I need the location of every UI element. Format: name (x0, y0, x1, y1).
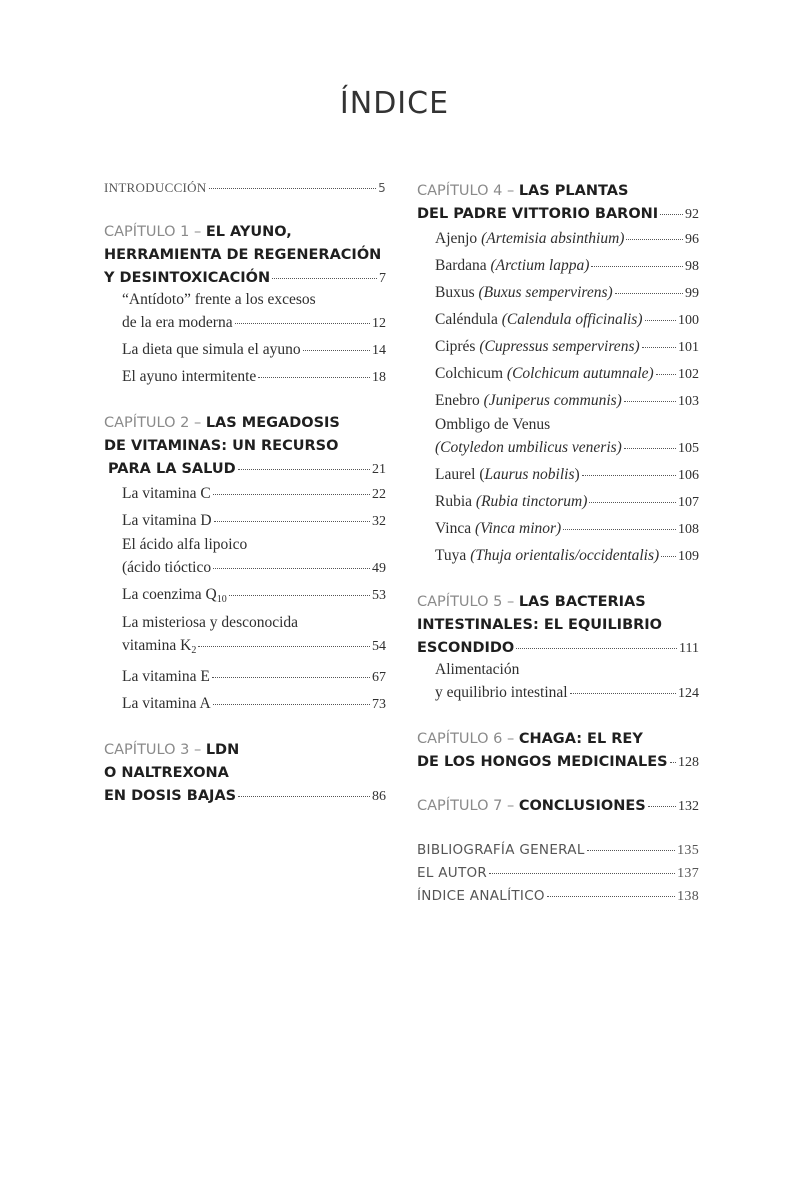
page-number: 18 (372, 370, 386, 385)
toc-entry[interactable] (104, 290, 386, 337)
toc-entry-label: El ácido alfa lipoico (122, 536, 248, 553)
dot-leader (489, 873, 675, 874)
toc-entry[interactable] (417, 334, 699, 361)
toc-entry-label: La coenzima Q (122, 586, 217, 603)
plant-name: Rubia (435, 493, 473, 510)
dot-leader (258, 377, 370, 378)
subscript: 10 (216, 594, 227, 605)
dot-leader (645, 320, 677, 321)
page-number: 7 (379, 271, 386, 286)
chapter-title: EL AYUNO, (205, 224, 292, 240)
chapter-title-line: PARA LA SALUD (108, 461, 236, 477)
chapter-title-line: DEL PADRE VITTORIO BARONI (417, 206, 659, 222)
dot-leader (238, 469, 370, 470)
paren: ) (574, 466, 580, 483)
toc-entry-label: La vitamina D (122, 512, 212, 529)
latin-name: (Thuja orientalis/occidentalis) (470, 547, 660, 564)
toc-entry-label: y equilibrio intestinal (435, 684, 568, 701)
page-number: 102 (678, 367, 699, 382)
page-number: 103 (678, 394, 699, 409)
plant-name: Caléndula (435, 311, 498, 328)
toc-entry-label: (ácido tióctico (122, 559, 212, 576)
toc-entry-label: INTRODUCCIÓN (104, 180, 207, 195)
chapter-label: CAPÍTULO 5 – (417, 594, 515, 610)
dot-leader (213, 704, 370, 705)
dot-leader (272, 278, 377, 279)
dot-leader (587, 850, 675, 851)
toc-entry[interactable] (417, 361, 699, 388)
page-number: 135 (677, 843, 699, 858)
toc-entry-analytic-index[interactable] (417, 885, 699, 908)
dot-leader (670, 762, 676, 763)
dot-leader (516, 648, 677, 649)
toc-entry-label: Alimentación (435, 661, 520, 678)
toc-left-column (104, 180, 386, 808)
plant-name: Ombligo de Venus (435, 416, 551, 433)
toc-entry-label: La vitamina C (122, 485, 211, 502)
page-number: 99 (685, 286, 699, 301)
chapter-4-heading[interactable] (417, 180, 699, 226)
dot-leader (570, 693, 676, 694)
toc-entry[interactable] (104, 664, 386, 691)
page-number: 92 (685, 207, 699, 222)
dot-leader (209, 188, 377, 189)
toc-entry-label: La vitamina A (122, 695, 211, 712)
toc-entry[interactable] (104, 535, 386, 582)
plant-name: Buxus (435, 284, 475, 301)
page-number: 22 (372, 487, 386, 502)
dot-leader (591, 266, 683, 267)
toc-entry-label: La dieta que simula el ayuno (122, 341, 301, 358)
dot-leader (563, 529, 676, 530)
page-number: 12 (372, 316, 386, 331)
chapter-title: LDN (205, 742, 240, 758)
latin-name: (Buxus sempervirens) (478, 284, 613, 301)
page-number: 124 (678, 686, 699, 701)
page-number: 73 (372, 697, 386, 712)
plant-name: Ajenjo (435, 230, 478, 247)
chapter-label: CAPÍTULO 6 – (417, 731, 515, 747)
toc-entry-bibliography[interactable] (417, 839, 699, 862)
dot-leader (198, 646, 370, 647)
page-number: 54 (372, 639, 386, 654)
page-number: 101 (678, 340, 699, 355)
chapter-label: CAPÍTULO 7 – (417, 798, 515, 814)
chapter-title: CONCLUSIONES (518, 798, 646, 814)
page-title: ÍNDICE (339, 86, 450, 121)
toc-entry[interactable] (417, 462, 699, 489)
page-number: 132 (678, 799, 699, 814)
chapter-6-heading[interactable] (417, 728, 699, 774)
page-number: 5 (378, 181, 386, 195)
chapter-7-heading[interactable] (417, 795, 699, 818)
chapter-5-heading[interactable] (417, 591, 699, 660)
chapter-title-line: HERRAMIENTA DE REGENERACIÓN (104, 247, 382, 263)
page-number: 105 (678, 441, 699, 456)
dot-leader (615, 293, 683, 294)
toc-entry[interactable] (417, 226, 699, 253)
toc-entry-label: El ayuno intermitente (122, 368, 257, 385)
toc-entry[interactable] (417, 307, 699, 334)
toc-entry[interactable] (417, 660, 699, 707)
toc-entry[interactable] (104, 508, 386, 535)
toc-entry[interactable] (417, 253, 699, 280)
toc-entry-label: vitamina K (122, 637, 192, 654)
page-number: 100 (678, 313, 699, 328)
toc-entry[interactable] (104, 582, 386, 613)
page-number: 138 (677, 889, 699, 904)
chapter-label: CAPÍTULO 3 – (104, 742, 202, 758)
toc-entry-label: EL AUTOR (417, 865, 488, 881)
chapter-title: LAS BACTERIAS (518, 594, 646, 610)
dot-leader (213, 494, 370, 495)
page-number: 86 (372, 789, 386, 804)
page-number: 32 (372, 514, 386, 529)
toc-entry-introduction[interactable] (104, 180, 386, 196)
dot-leader (214, 521, 370, 522)
page-number: 109 (678, 549, 699, 564)
chapter-title-line: DE VITAMINAS: UN RECURSO (104, 438, 339, 454)
toc-entry[interactable] (104, 337, 386, 364)
page-number: 14 (372, 343, 386, 358)
dot-leader (303, 350, 370, 351)
page-number: 107 (678, 495, 699, 510)
latin-name: Laurus nobilis (484, 466, 575, 483)
page-number: 53 (372, 588, 386, 603)
plant-name: Vinca (435, 520, 472, 537)
latin-name: (Juniperus communis) (483, 392, 622, 409)
page-number: 128 (678, 755, 699, 770)
dot-leader (229, 595, 370, 596)
latin-name: (Vinca minor) (474, 520, 562, 537)
toc-entry[interactable] (104, 481, 386, 508)
plant-name: Ciprés (435, 338, 476, 355)
latin-name: (Rubia tinctorum) (475, 493, 588, 510)
page-number: 67 (372, 670, 386, 685)
chapter-title-line: EN DOSIS BAJAS (104, 788, 237, 804)
dot-leader (624, 448, 676, 449)
chapter-title-line: ESCONDIDO (417, 640, 515, 656)
page-number: 106 (678, 468, 699, 483)
latin-name: (Colchicum autumnale) (506, 365, 654, 382)
plant-name: Bardana (435, 257, 487, 274)
chapter-2-heading[interactable] (104, 412, 386, 481)
dot-leader (589, 502, 676, 503)
toc-entry-label: de la era moderna (122, 314, 233, 331)
toc-entry-label: “Antídoto” frente a los excesos (122, 291, 316, 308)
chapter-title: CHAGA: EL REY (518, 731, 643, 747)
latin-name: (Arctium lappa) (490, 257, 590, 274)
toc-entry[interactable] (417, 280, 699, 307)
plant-name: Laurel (435, 466, 476, 483)
toc-right-column (417, 180, 699, 908)
dot-leader (582, 475, 676, 476)
page-number: 49 (372, 561, 386, 576)
dot-leader (238, 796, 370, 797)
dot-leader (660, 214, 683, 215)
page-number: 96 (685, 232, 699, 247)
toc-entry[interactable] (104, 691, 386, 718)
toc-entry-label: La vitamina E (122, 668, 210, 685)
latin-name: (Cotyledon umbilicus veneris) (435, 439, 622, 456)
toc-entry-label: ÍNDICE ANALÍTICO (417, 888, 545, 904)
chapter-title-line: O NALTREXONA (104, 765, 229, 781)
plant-name: Tuya (435, 547, 467, 564)
chapter-3-heading[interactable] (104, 739, 386, 808)
paren: ( (479, 466, 485, 483)
page-number: 98 (685, 259, 699, 274)
toc-entry-author[interactable] (417, 862, 699, 885)
toc-entry[interactable] (104, 613, 386, 664)
toc-entry-label: BIBLIOGRAFÍA GENERAL (417, 842, 585, 858)
chapter-label: CAPÍTULO 2 – (104, 415, 202, 431)
page-number: 137 (677, 866, 699, 881)
latin-name: (Cupressus sempervirens) (479, 338, 640, 355)
toc-entry-label: La misteriosa y desconocida (122, 614, 299, 631)
chapter-label: CAPÍTULO 4 – (417, 183, 515, 199)
plant-name: Enebro (435, 392, 480, 409)
dot-leader (212, 677, 370, 678)
toc-entry[interactable] (417, 388, 699, 415)
dot-leader (626, 239, 683, 240)
chapter-title-line: Y DESINTOXICACIÓN (104, 270, 271, 286)
chapter-1-heading[interactable] (104, 221, 386, 290)
subscript: 2 (191, 645, 197, 656)
dot-leader (624, 401, 676, 402)
latin-name: (Artemisia absinthium) (481, 230, 625, 247)
toc-entry[interactable] (104, 364, 386, 391)
dot-leader (235, 323, 370, 324)
dot-leader (547, 896, 675, 897)
chapter-title: LAS MEGADOSIS (205, 415, 340, 431)
dot-leader (648, 806, 676, 807)
dot-leader (642, 347, 676, 348)
page-number: 108 (678, 522, 699, 537)
dot-leader (656, 374, 676, 375)
page-number: 111 (679, 641, 699, 656)
chapter-title-line: DE LOS HONGOS MEDICINALES (417, 754, 668, 770)
toc-entry[interactable] (417, 516, 699, 543)
dot-leader (661, 556, 676, 557)
latin-name: (Calendula officinalis) (501, 311, 643, 328)
toc-entry[interactable] (417, 543, 699, 570)
page-number: 21 (372, 462, 386, 477)
chapter-title-line: INTESTINALES: EL EQUILIBRIO (417, 617, 663, 633)
plant-name: Colchicum (435, 365, 504, 382)
toc-entry[interactable] (417, 489, 699, 516)
chapter-title: LAS PLANTAS (518, 183, 629, 199)
toc-entry[interactable] (417, 415, 699, 462)
chapter-label: CAPÍTULO 1 – (104, 224, 202, 240)
dot-leader (213, 568, 370, 569)
